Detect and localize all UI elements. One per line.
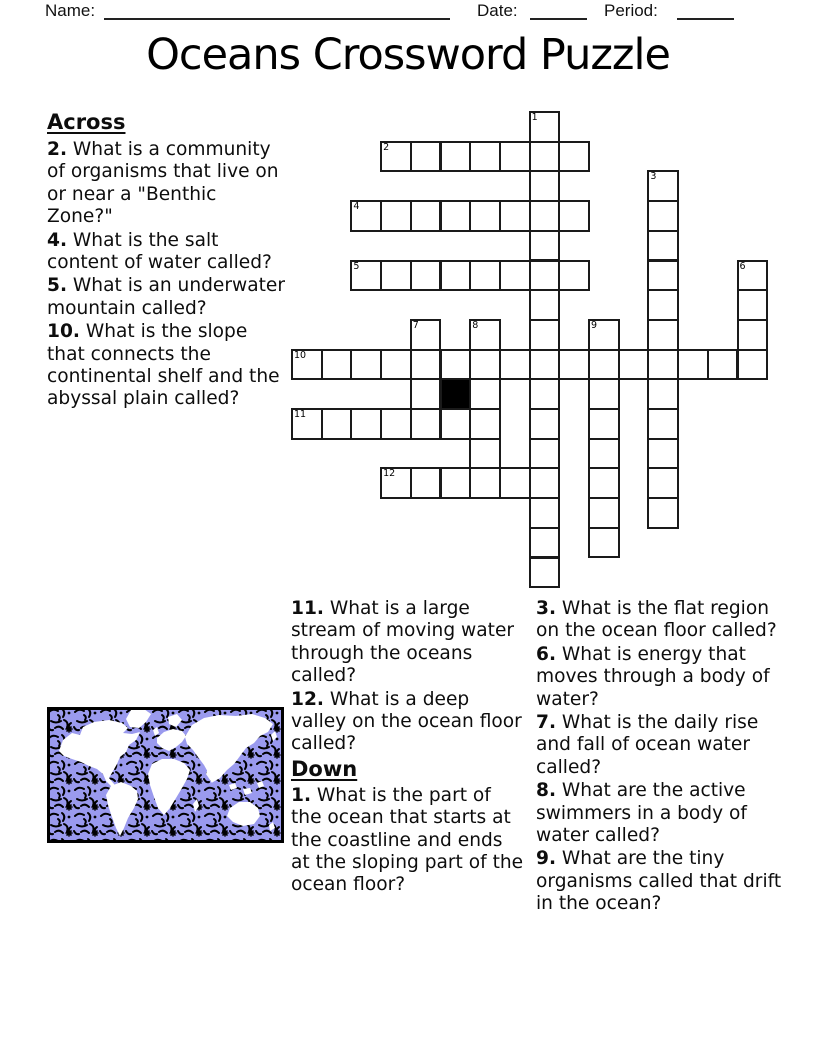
clue-across-11: 11. What is a large stream of moving water through the oceans called?	[291, 598, 515, 687]
grid-cell-r13-c12[interactable]	[647, 497, 679, 529]
clue-down-3: 3. What is the flat region on the ocean floor called?	[536, 598, 777, 642]
grid-cell-r6-c15[interactable]	[737, 289, 769, 321]
grid-cell-r13-c10[interactable]	[588, 497, 620, 529]
clue-number: 5.	[47, 275, 68, 297]
grid-cell-r5-c15[interactable]	[737, 260, 769, 292]
grid-cell-r8-c12[interactable]	[647, 349, 679, 381]
crossword-grid[interactable]	[291, 111, 769, 589]
grid-cell-r11-c12[interactable]	[647, 438, 679, 470]
grid-cell-r5-c8[interactable]	[529, 260, 561, 292]
grid-cell-number-12: 12	[383, 468, 396, 480]
grid-cell-number-7: 7	[412, 319, 419, 331]
grid-cell-r13-c8[interactable]	[529, 497, 561, 529]
down-clues-column	[536, 598, 788, 917]
clue-number: 8.	[536, 780, 557, 802]
grid-cell-number-6: 6	[739, 260, 746, 272]
grid-cell-r14-c8[interactable]	[529, 527, 561, 559]
grid-cell-number-9: 9	[591, 319, 598, 331]
clue-across-5: 5. What is an underwater mountain called?	[47, 275, 285, 319]
across-clues-list-middle	[291, 598, 527, 756]
name-blank-line[interactable]	[104, 3, 450, 20]
grid-cell-r6-c8[interactable]	[529, 289, 561, 321]
date-blank-line[interactable]	[530, 3, 587, 20]
across-clues-column	[47, 110, 285, 412]
grid-cell-r10-c8[interactable]	[529, 408, 561, 440]
grid-cell-r15-c8[interactable]	[529, 557, 561, 589]
clue-down-9: 9. What are the tiny organisms called that drift in the ocean?	[536, 848, 782, 915]
grid-cell-r8-c3[interactable]	[380, 349, 412, 381]
grid-cell-number-11: 11	[294, 409, 307, 420]
grid-cell-r1-c9[interactable]	[558, 141, 590, 173]
down-clues-list-middle	[291, 785, 527, 897]
grid-cell-r1-c4[interactable]	[410, 141, 442, 173]
grid-cell-r7-c15[interactable]	[737, 319, 769, 351]
grid-cell-r5-c7[interactable]	[499, 260, 531, 292]
clue-number: 7.	[536, 712, 557, 734]
grid-cell-r3-c7[interactable]	[499, 200, 531, 232]
grid-cell-r5-c5[interactable]	[440, 260, 472, 292]
grid-cell-r12-c10[interactable]	[588, 467, 620, 499]
grid-cell-r10-c2[interactable]	[350, 408, 382, 440]
grid-cell-r5-c4[interactable]	[410, 260, 442, 292]
grid-cell-r5-c12[interactable]	[647, 260, 679, 292]
name-label: Name:	[45, 1, 96, 20]
grid-cell-r3-c9[interactable]	[558, 200, 590, 232]
grid-cell-r8-c0[interactable]	[291, 349, 323, 381]
grid-cell-r4-c8[interactable]	[529, 230, 561, 262]
grid-cell-r1-c7[interactable]	[499, 141, 531, 173]
grid-cell-r3-c3[interactable]	[380, 200, 412, 232]
grid-cell-r3-c5[interactable]	[440, 200, 472, 232]
clue-number: 4.	[47, 229, 68, 251]
grid-cell-r12-c7[interactable]	[499, 467, 531, 499]
grid-cell-r12-c5[interactable]	[440, 467, 472, 499]
period-blank-line[interactable]	[677, 3, 734, 20]
grid-cell-r11-c6[interactable]	[469, 438, 501, 470]
grid-cell-r8-c8[interactable]	[529, 349, 561, 381]
grid-cell-r10-c6[interactable]	[469, 408, 501, 440]
grid-cell-r8-c6[interactable]	[469, 349, 501, 381]
grid-cell-r0-c8[interactable]	[529, 111, 561, 143]
grid-black-cell	[440, 378, 472, 410]
clue-number: 11.	[291, 598, 324, 619]
grid-cell-r8-c4[interactable]	[410, 349, 442, 381]
world-map-image	[47, 707, 284, 843]
grid-cell-r9-c12[interactable]	[647, 378, 679, 410]
clue-number: 10.	[47, 321, 80, 343]
clue-number: 2.	[47, 139, 68, 160]
grid-cell-r1-c8[interactable]	[529, 141, 561, 173]
grid-cell-r3-c12[interactable]	[647, 200, 679, 232]
grid-cell-r8-c1[interactable]	[321, 349, 353, 381]
grid-cell-r4-c12[interactable]	[647, 230, 679, 262]
grid-cell-r3-c8[interactable]	[529, 200, 561, 232]
clue-number: 12.	[291, 688, 324, 710]
clue-number: 1.	[291, 784, 312, 806]
grid-cell-r14-c10[interactable]	[588, 527, 620, 559]
clue-across-2: 2. What is a community of organisms that live on or near a "Benthic Zone?"	[47, 139, 279, 228]
grid-cell-r12-c6[interactable]	[469, 467, 501, 499]
grid-cell-number-2: 2	[383, 141, 390, 153]
grid-cell-r9-c6[interactable]	[469, 378, 501, 410]
grid-cell-r5-c3[interactable]	[380, 260, 412, 292]
clue-number: 6.	[536, 643, 557, 665]
grid-cell-r11-c8[interactable]	[529, 438, 561, 470]
grid-cell-r7-c8[interactable]	[529, 319, 561, 351]
grid-cell-r12-c8[interactable]	[529, 467, 561, 499]
clue-down-8: 8. What are the active swimmers in a body of water called?	[536, 780, 747, 847]
middle-clues-column	[291, 598, 527, 898]
grid-cell-r8-c10[interactable]	[588, 349, 620, 381]
grid-cell-number-1: 1	[531, 112, 538, 123]
grid-cell-number-3: 3	[650, 171, 657, 183]
clue-down-6: 6. What is energy that moves through a body of water?	[536, 643, 770, 710]
grid-cell-r11-c10[interactable]	[588, 438, 620, 470]
grid-cell-r9-c8[interactable]	[529, 378, 561, 410]
period-label: Period:	[604, 1, 658, 20]
grid-cell-r10-c12[interactable]	[647, 408, 679, 440]
page-title: Oceans Crossword Puzzle	[146, 30, 670, 80]
grid-cell-r7-c4[interactable]	[410, 319, 442, 351]
across-heading: Across	[47, 110, 126, 134]
date-label: Date:	[477, 1, 518, 20]
grid-cell-r10-c5[interactable]	[440, 408, 472, 440]
grid-cell-number-4: 4	[353, 201, 360, 213]
grid-cell-r9-c4[interactable]	[410, 378, 442, 410]
grid-cell-r5-c6[interactable]	[469, 260, 501, 292]
grid-cell-number-10: 10	[294, 349, 307, 361]
grid-cell-r8-c14[interactable]	[707, 349, 739, 381]
grid-cell-number-8: 8	[472, 319, 479, 331]
grid-cell-r9-c10[interactable]	[588, 378, 620, 410]
grid-cell-r1-c5[interactable]	[440, 141, 472, 173]
down-clues-list-right	[536, 598, 788, 916]
clue-number: 3.	[536, 598, 557, 619]
grid-cell-r12-c12[interactable]	[647, 467, 679, 499]
grid-cell-r6-c12[interactable]	[647, 289, 679, 321]
grid-cell-r12-c4[interactable]	[410, 467, 442, 499]
grid-cell-r3-c4[interactable]	[410, 200, 442, 232]
grid-cell-r10-c3[interactable]	[380, 408, 412, 440]
grid-cell-r8-c5[interactable]	[440, 349, 472, 381]
clue-across-4: 4. What is the salt content of water called?	[47, 229, 272, 274]
clue-across-12: 12. What is a deep valley on the ocean floor called?	[291, 688, 522, 755]
grid-cell-r10-c4[interactable]	[410, 408, 442, 440]
grid-cell-r8-c2[interactable]	[350, 349, 382, 381]
grid-cell-r8-c11[interactable]	[618, 349, 650, 381]
grid-cell-r8-c9[interactable]	[558, 349, 590, 381]
grid-cell-r7-c10[interactable]	[588, 319, 620, 351]
across-clues-list-left	[47, 139, 285, 411]
clue-across-10: 10. What is the slope that connects the continental shelf and the abyssal plain called?	[47, 321, 280, 410]
grid-cell-r2-c8[interactable]	[529, 170, 561, 202]
clue-down-1: 1. What is the part of the ocean that starts at the coastline and ends at the sloping part of the ocean floor?	[291, 784, 524, 896]
grid-cell-r10-c0[interactable]	[291, 408, 323, 440]
grid-cell-r5-c9[interactable]	[558, 260, 590, 292]
grid-cell-r1-c6[interactable]	[469, 141, 501, 173]
grid-cell-r7-c6[interactable]	[469, 319, 501, 351]
grid-cell-r7-c12[interactable]	[647, 319, 679, 351]
grid-cell-r8-c15[interactable]	[737, 349, 769, 381]
grid-cell-r1-c3[interactable]	[380, 141, 412, 173]
grid-cell-r12-c3[interactable]	[380, 467, 412, 499]
grid-cell-r3-c2[interactable]	[350, 200, 382, 232]
grid-cell-number-5: 5	[353, 260, 360, 272]
grid-cell-r8-c7[interactable]	[499, 349, 531, 381]
grid-cell-r5-c2[interactable]	[350, 260, 382, 292]
grid-cell-r8-c13[interactable]	[677, 349, 709, 381]
clue-number: 9.	[536, 848, 557, 870]
grid-cell-r2-c12[interactable]	[647, 170, 679, 202]
down-heading: Down	[291, 756, 358, 781]
grid-cell-r3-c6[interactable]	[469, 200, 501, 232]
grid-cell-r10-c10[interactable]	[588, 408, 620, 440]
clue-down-7: 7. What is the daily rise and fall of ocean water called?	[536, 712, 759, 778]
grid-cell-r10-c1[interactable]	[321, 408, 353, 440]
